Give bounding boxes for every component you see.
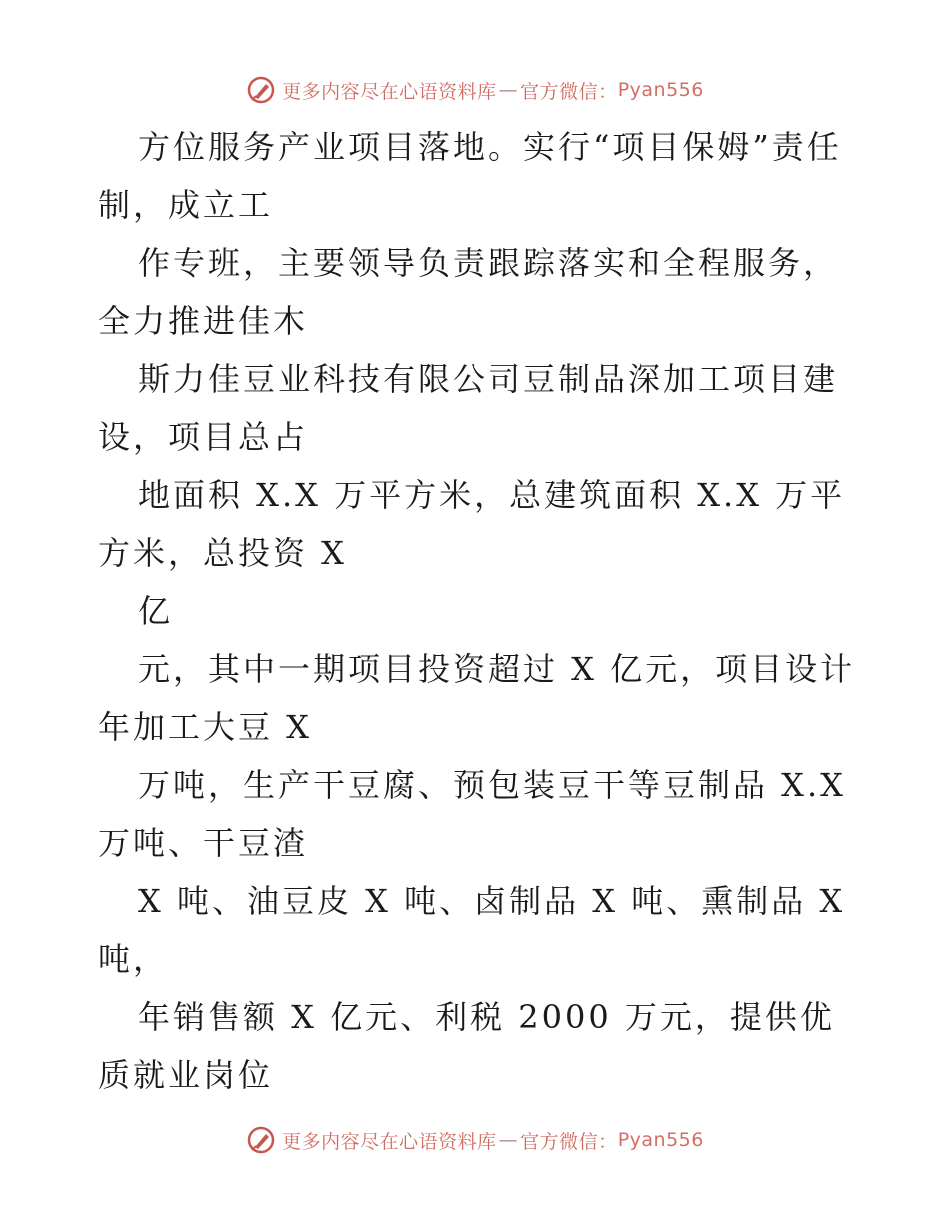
watermark-wechat-label: 官方微信： xyxy=(520,1130,618,1153)
paragraph: 方位服务产业项目落地。实行“项目保姆”责任制，成立工 xyxy=(98,128,842,224)
watermark-separator: — xyxy=(498,79,519,101)
paragraph: 地面积 X.X 万平方米，总建筑面积 X.X 万平方米，总投资 X xyxy=(98,476,846,572)
watermark-text: 更多内容尽在心语资料库 xyxy=(282,1130,497,1153)
paragraph: 斯力佳豆业科技有限公司豆制品深加工项目建设，项目总占 xyxy=(98,360,839,456)
paragraph: 万吨，生产干豆腐、预包装豆干等豆制品 X.X 万吨、干豆渣 xyxy=(98,766,846,862)
paragraph: 作专班，主要领导负责跟踪落实和全程服务，全力推进佳木 xyxy=(98,244,839,340)
footer-watermark xyxy=(0,1120,950,1160)
paragraph: 亿 xyxy=(138,592,174,630)
document-body xyxy=(98,118,858,1104)
header-watermark xyxy=(0,70,950,110)
pen-nib-circle-icon xyxy=(246,75,276,105)
paragraph: X 吨、油豆皮 X 吨、卤制品 X 吨、熏制品 X 吨， xyxy=(98,882,846,978)
watermark-wechat-label: 官方微信： xyxy=(520,80,618,103)
paragraph: 元，其中一期项目投资超过 X 亿元，项目设计年加工大豆 X xyxy=(98,650,856,746)
watermark-handle: Pyan556 xyxy=(617,79,704,101)
watermark-separator: — xyxy=(498,1129,519,1151)
pen-nib-circle-icon xyxy=(246,1125,276,1155)
paragraph: 年销售额 X 亿元、利税 2000 万元，提供优质就业岗位 xyxy=(98,998,835,1094)
watermark-text: 更多内容尽在心语资料库 xyxy=(282,80,497,103)
watermark-handle: Pyan556 xyxy=(617,1129,704,1151)
